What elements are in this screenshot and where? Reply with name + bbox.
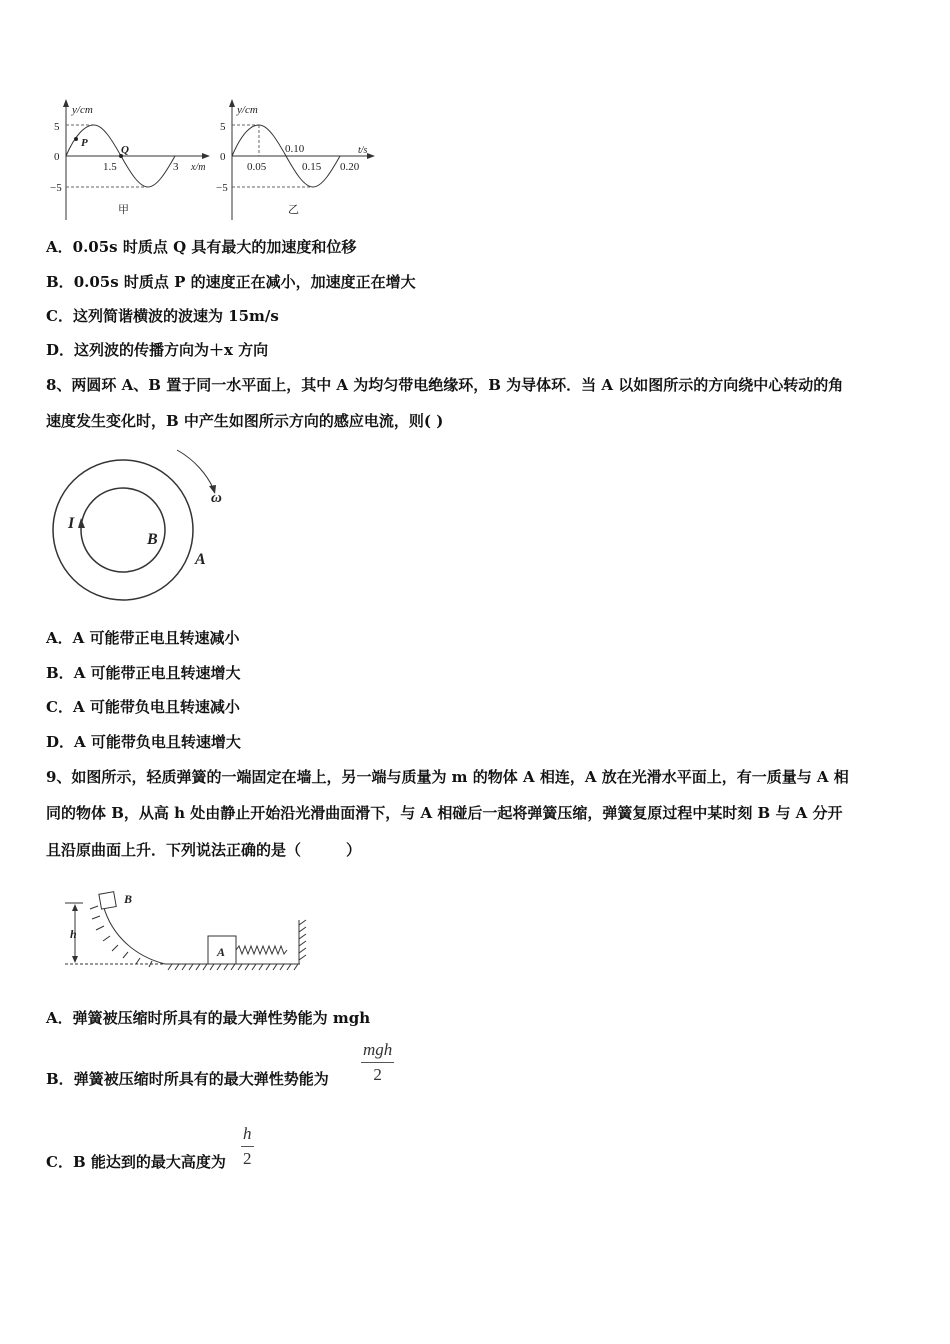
q7-option-a: A．0.05s 时质点 Q 具有最大的加速度和位移 (46, 238, 357, 256)
current-arrow-icon (78, 518, 85, 528)
svg-text:5: 5 (54, 121, 60, 133)
svg-text:I: I (68, 515, 75, 532)
q8-option-b: B．A 可能带正电且转速增大 (46, 664, 241, 682)
q7-option-d: D．这列波的传播方向为＋x 方向 (46, 341, 269, 359)
arrow-icon (202, 153, 210, 159)
q8-stem: 速度发生变化时，B 中产生如图所示方向的感应电流，则( ) (46, 412, 444, 430)
svg-text:0.20: 0.20 (340, 161, 360, 173)
fraction-mgh-over-2: mgh 2 (363, 1040, 393, 1084)
arrow-icon (367, 153, 375, 159)
q9-stem: 且沿原曲面上升．下列说法正确的是（ ） (46, 841, 362, 859)
svg-text:B: B (147, 531, 158, 548)
svg-text:−5: −5 (50, 182, 62, 194)
arrow-icon (229, 99, 235, 107)
rings-figure (45, 440, 245, 610)
spring (236, 946, 287, 954)
svg-text:y/cm: y/cm (237, 104, 258, 116)
q8-stem: 8、两圆环 A、B 置于同一水平面上，其中 A 为均匀带电绝缘环，B 为导体环．当 A 以如图所示的方向绕中心转动的角 (46, 376, 844, 394)
wave-figure-jia (40, 95, 215, 225)
rotation-arrow-icon (177, 450, 213, 488)
svg-text:Q: Q (121, 144, 129, 156)
svg-text:5: 5 (220, 121, 226, 133)
q8-option-c: C．A 可能带负电且转速减小 (46, 698, 240, 716)
svg-text:ω: ω (211, 490, 222, 506)
q7-option-b: B．0.05s 时质点 P 的速度正在减小，加速度正在增大 (46, 273, 416, 291)
svg-text:甲: 甲 (118, 204, 129, 216)
block-b (99, 892, 116, 909)
svg-text:P: P (81, 137, 88, 149)
svg-text:y/cm: y/cm (72, 104, 93, 116)
svg-text:1.5: 1.5 (103, 161, 117, 173)
arrow-icon (63, 99, 69, 107)
svg-text:h: h (70, 927, 77, 941)
svg-text:0: 0 (54, 151, 60, 163)
point-p (74, 137, 78, 141)
svg-text:0.15: 0.15 (302, 161, 322, 173)
q8-option-a: A．A 可能带正电且转速减小 (46, 629, 240, 647)
q9-option-a: A．弹簧被压缩时所具有的最大弹性势能为 mgh (46, 1009, 371, 1027)
svg-text:−5: −5 (216, 182, 228, 194)
vibration-figure-yi (215, 95, 380, 225)
curved-slope (102, 900, 165, 964)
svg-text:A: A (195, 551, 206, 568)
q9-option-b: B．弹簧被压缩时所具有的最大弹性势能为 (46, 1070, 329, 1088)
q9-stem: 9、如图所示，轻质弹簧的一端固定在墙上，另一端与质量为 m 的物体 A 相连，A 放在光滑水平面上，有一质量与 A 相 (46, 768, 849, 786)
svg-text:x/m: x/m (191, 162, 206, 173)
fraction-h-over-2: $\frac{h}{2}$ (243, 1124, 252, 1168)
svg-text:0.10: 0.10 (285, 143, 305, 155)
svg-text:3: 3 (173, 161, 179, 173)
q9-stem: 同的物体 B，从高 h 处由静止开始沿光滑曲面滑下，与 A 相碰后一起将弹簧压缩，弹簧复原过程中某时刻 B 与 A 分开 (46, 804, 843, 822)
q7-option-c: C．这列简谐横波的波速为 15m/s (46, 307, 279, 325)
svg-text:B: B (124, 892, 133, 906)
spring-figure (40, 870, 330, 980)
svg-text:乙: 乙 (288, 204, 299, 216)
q8-option-d: D．A 可能带负电且转速增大 (46, 733, 241, 751)
svg-text:t/s: t/s (358, 145, 368, 156)
ring-b (81, 488, 165, 572)
svg-text:0: 0 (220, 151, 226, 163)
svg-text:A: A (217, 945, 226, 959)
q9-option-c: C．B 能达到的最大高度为 (46, 1153, 226, 1171)
svg-text:0.05: 0.05 (247, 161, 267, 173)
